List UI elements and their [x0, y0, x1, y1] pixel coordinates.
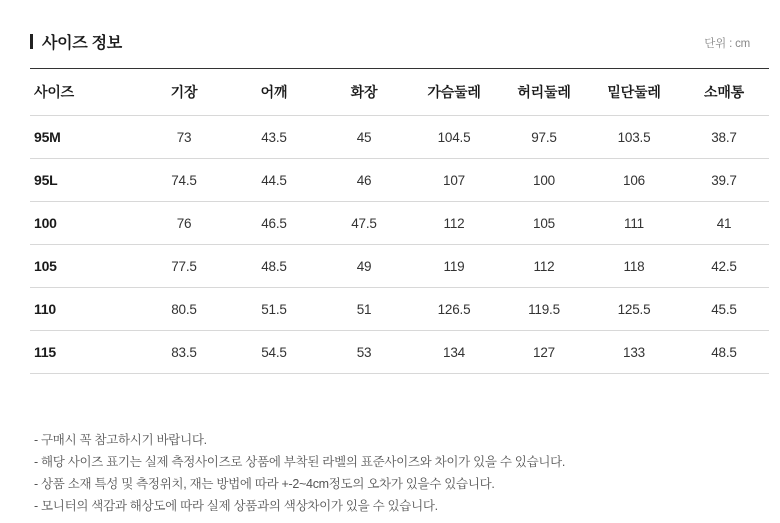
table-row [30, 288, 769, 331]
cell-shoulder: 51.5 [229, 288, 319, 331]
cell-length: 74.5 [139, 159, 229, 202]
cell-hem: 103.5 [589, 116, 679, 159]
cell-shoulder: 54.5 [229, 331, 319, 374]
cell-hem: 125.5 [589, 288, 679, 331]
cell-chest: 112 [409, 202, 499, 245]
cell-sleeve-total: 45 [319, 116, 409, 159]
cell-length: 73 [139, 116, 229, 159]
column-header-size: 사이즈 [30, 69, 139, 116]
cell-sleeve-width: 38.7 [679, 116, 769, 159]
cell-chest: 104.5 [409, 116, 499, 159]
cell-size: 105 [30, 245, 139, 288]
column-header-shoulder: 어깨 [229, 69, 319, 116]
size-table [30, 68, 769, 374]
table-row [30, 116, 769, 159]
cell-chest: 134 [409, 331, 499, 374]
column-header-length: 기장 [139, 69, 229, 116]
notes-list [30, 429, 750, 517]
cell-shoulder: 48.5 [229, 245, 319, 288]
cell-length: 77.5 [139, 245, 229, 288]
column-header-sleeve-width: 소매통 [679, 69, 769, 116]
column-header-chest: 가슴둘레 [409, 69, 499, 116]
table-header-row [30, 69, 769, 116]
cell-waist: 112 [499, 245, 589, 288]
cell-size: 95M [30, 116, 139, 159]
column-header-waist: 허리둘레 [499, 69, 589, 116]
cell-sleeve-total: 51 [319, 288, 409, 331]
cell-waist: 100 [499, 159, 589, 202]
cell-size: 95L [30, 159, 139, 202]
cell-length: 80.5 [139, 288, 229, 331]
cell-length: 83.5 [139, 331, 229, 374]
cell-waist: 97.5 [499, 116, 589, 159]
cell-length: 76 [139, 202, 229, 245]
cell-hem: 111 [589, 202, 679, 245]
cell-sleeve-width: 45.5 [679, 288, 769, 331]
title-accent-bar [30, 34, 33, 49]
cell-size: 115 [30, 331, 139, 374]
note-item: - 해당 사이즈 표기는 실제 측정사이즈로 상품에 부착된 라벨의 표준사이즈와 차이가 있을 수 있습니다. [34, 455, 566, 469]
page-header [30, 0, 750, 63]
cell-waist: 105 [499, 202, 589, 245]
note-item: - 구매시 꼭 참고하시기 바랍니다. [34, 433, 207, 447]
cell-waist: 127 [499, 331, 589, 374]
cell-shoulder: 46.5 [229, 202, 319, 245]
cell-size: 110 [30, 288, 139, 331]
cell-waist: 119.5 [499, 288, 589, 331]
size-table-head [30, 69, 769, 116]
cell-sleeve-total: 49 [319, 245, 409, 288]
cell-chest: 126.5 [409, 288, 499, 331]
cell-sleeve-width: 42.5 [679, 245, 769, 288]
note-item: - 상품 소재 특성 및 측정위치, 재는 방법에 따라 +-2~4cm정도의 오차가 있을수 있습니다. [34, 477, 495, 491]
cell-shoulder: 44.5 [229, 159, 319, 202]
cell-chest: 119 [409, 245, 499, 288]
table-row [30, 202, 769, 245]
table-row [30, 159, 769, 202]
cell-size: 100 [30, 202, 139, 245]
cell-sleeve-width: 39.7 [679, 159, 769, 202]
unit-label: 단위 : cm [704, 38, 750, 50]
size-table-body [30, 116, 769, 374]
cell-sleeve-width: 48.5 [679, 331, 769, 374]
cell-hem: 133 [589, 331, 679, 374]
cell-sleeve-total: 47.5 [319, 202, 409, 245]
note-item: - 모니터의 색감과 해상도에 따라 실제 상품과의 색상차이가 있을 수 있습니다. [34, 499, 438, 513]
column-header-hem: 밑단둘레 [589, 69, 679, 116]
page-title [30, 30, 122, 53]
cell-chest: 107 [409, 159, 499, 202]
cell-sleeve-width: 41 [679, 202, 769, 245]
cell-hem: 106 [589, 159, 679, 202]
cell-shoulder: 43.5 [229, 116, 319, 159]
table-row [30, 331, 769, 374]
cell-hem: 118 [589, 245, 679, 288]
cell-sleeve-total: 46 [319, 159, 409, 202]
column-header-sleeve-total: 화장 [319, 69, 409, 116]
cell-sleeve-total: 53 [319, 331, 409, 374]
table-row [30, 245, 769, 288]
page-title-text: 사이즈 정보 [42, 35, 122, 52]
